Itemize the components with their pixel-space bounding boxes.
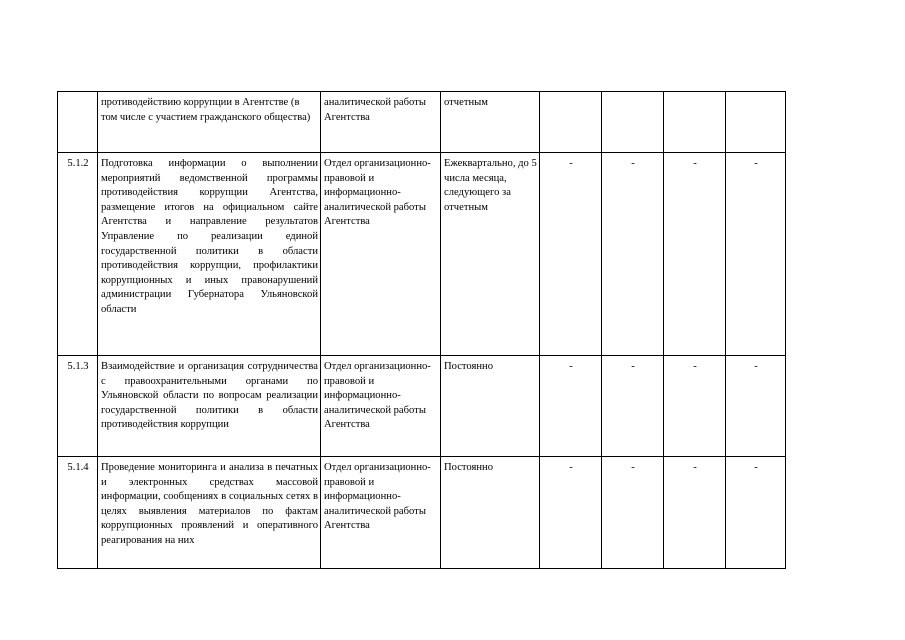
responsible-unit: аналитической работы Агентства bbox=[321, 92, 441, 153]
measure-description: Подготовка информации о выполнении мероприятий ведомственной программы противодействия коррупции Агентства, размещение итогов на официальном сайте Агентства и направление результатов Управление по реализации единой государственной политики в области противодействия коррупции, профилактики коррупционных и иных правонарушений администрации Губернатора Ульяновской области bbox=[98, 153, 321, 356]
row-number: 5.1.3 bbox=[58, 356, 98, 457]
table-row bbox=[58, 153, 786, 356]
funding-cell-1: - bbox=[540, 153, 602, 356]
funding-cell-2 bbox=[602, 92, 664, 153]
table-row bbox=[58, 457, 786, 569]
funding-cell-3: - bbox=[664, 457, 726, 569]
funding-cell-4: - bbox=[726, 153, 786, 356]
funding-cell-2: - bbox=[602, 153, 664, 356]
deadline: Постоянно bbox=[441, 356, 540, 457]
funding-cell-2: - bbox=[602, 457, 664, 569]
deadline: отчетным bbox=[441, 92, 540, 153]
measure-description: противодействию коррупции в Агентстве (в том числе с участием гражданского общества) bbox=[98, 92, 321, 153]
funding-cell-1: - bbox=[540, 457, 602, 569]
row-number bbox=[58, 92, 98, 153]
funding-cell-4 bbox=[726, 92, 786, 153]
funding-cell-2: - bbox=[602, 356, 664, 457]
funding-cell-3: - bbox=[664, 153, 726, 356]
funding-cell-4: - bbox=[726, 457, 786, 569]
row-number: 5.1.2 bbox=[58, 153, 98, 356]
funding-cell-1 bbox=[540, 92, 602, 153]
responsible-unit: Отдел организационно-правовой и информационно-аналитической работы Агентства bbox=[321, 457, 441, 569]
table-row bbox=[58, 356, 786, 457]
funding-cell-3 bbox=[664, 92, 726, 153]
measures-table bbox=[57, 91, 786, 569]
deadline: Постоянно bbox=[441, 457, 540, 569]
measure-description: Взаимодействие и организация сотрудничества с правоохранительными органами по Ульяновской области по вопросам реализации государственной политики в области противодействия коррупции bbox=[98, 356, 321, 457]
responsible-unit: Отдел организационно-правовой и информационно-аналитической работы Агентства bbox=[321, 153, 441, 356]
responsible-unit: Отдел организационно-правовой и информационно-аналитической работы Агентства bbox=[321, 356, 441, 457]
table-row bbox=[58, 92, 786, 153]
deadline: Ежеквартально, до 5 числа месяца, следующего за отчетным bbox=[441, 153, 540, 356]
funding-cell-1: - bbox=[540, 356, 602, 457]
measure-description: Проведение мониторинга и анализа в печатных и электронных средствах массовой информации, сообщениях в социальных сетях в целях выявления материалов по фактам коррупционных проявлений и оперативного реагирования на них bbox=[98, 457, 321, 569]
funding-cell-4: - bbox=[726, 356, 786, 457]
funding-cell-3: - bbox=[664, 356, 726, 457]
row-number: 5.1.4 bbox=[58, 457, 98, 569]
